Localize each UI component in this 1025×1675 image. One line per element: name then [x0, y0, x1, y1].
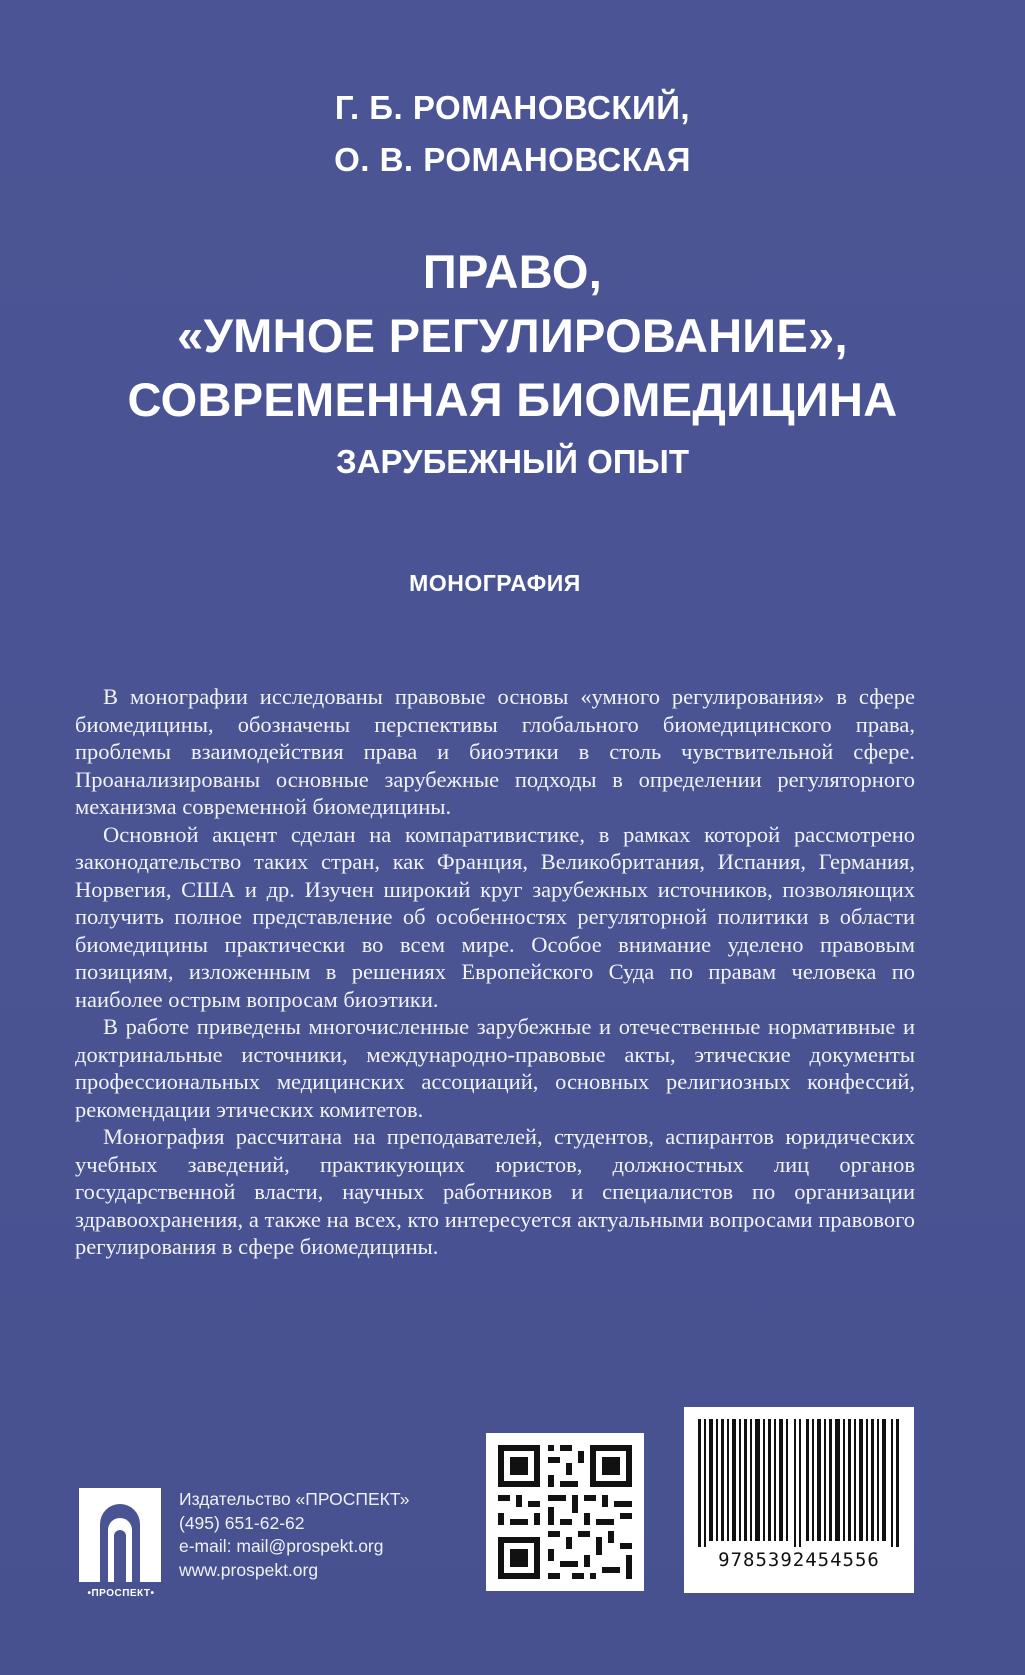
qr-code-icon	[486, 1433, 644, 1591]
annotation-paragraph-1: В монографии исследованы правовые основы «умного регулирования» в сфере биомедицины, обозначены перспективы глобального биомедицинского права, проблемы взаимодействия права и биоэтики в столь чувствительной сфере. Проанализированы основные зарубежные подходы в определении регуляторного механизма современной биомедицины.	[75, 684, 915, 819]
publisher-website: www.prospekt.org	[179, 1559, 319, 1580]
annotation-paragraph-3: В работе приведены многочисленные зарубежные и отечественные нормативные и доктринальные источники, международно-правовые акты, этические документы профессиональных медицинских ассоциаций, основных религиозных конфессий, рекомендации этических комитетов.	[75, 1014, 915, 1122]
author-2: О. В. РОМАНОВСКАЯ	[334, 141, 691, 178]
publisher-name: Издательство «ПРОСПЕКТ»	[179, 1489, 410, 1509]
logo-label: •ПРОСПЕКТ•	[87, 1588, 155, 1599]
author-1: Г. Б. РОМАНОВСКИЙ,	[334, 89, 691, 126]
publisher-email: e-mail: mail@prospekt.org	[179, 1536, 384, 1556]
book-title	[0, 240, 1025, 484]
title-line-1: ПРАВО,	[422, 245, 603, 298]
annotation-paragraph-4: Монография рассчитана на преподавателей, студентов, аспирантов юридических учебных заведений, практикующих юристов, должностных лиц органов государственной власти, научных работников и специалистов по организации здравоохранения, а также на всех, кто интересуется актуальными вопросами правового регулирования в сфере биомедицины.	[75, 1124, 915, 1259]
publisher-block	[75, 1488, 495, 1608]
annotation-text	[75, 683, 915, 1261]
isbn-number: 9785392454556	[718, 1549, 880, 1571]
title-line-2: «УМНОЕ РЕГУЛИРОВАНИЕ»,	[177, 309, 848, 362]
isbn-barcode	[684, 1407, 914, 1593]
genre-label: МОНОГРАФИЯ	[409, 570, 581, 596]
barcode-bars-icon	[696, 1419, 902, 1547]
publisher-phone: (495) 651-62-62	[179, 1512, 305, 1533]
prospekt-logo-icon	[75, 1488, 167, 1604]
annotation-paragraph-2: Основной акцент сделан на компаративистике, в рамках которой рассмотрено законодательство таких стран, как Франция, Великобритания, Испания, Германия, Норвегия, США и др. Изучен широкий круг зарубежных источников, позволяющих получить полное представление об особенностях регуляторной политики в области биомедицины практически во всем мире. Особое внимание уделено правовым позициям, изложенным в решениях Европейского Суда по правам человека по наиболее острым вопросам биоэтики.	[75, 821, 915, 1012]
authors	[0, 82, 1025, 186]
book-subtitle: ЗАРУБЕЖНЫЙ ОПЫТ	[335, 443, 690, 480]
publisher-contacts	[179, 1488, 409, 1582]
title-line-3: СОВРЕМЕННАЯ БИОМЕДИЦИНА	[127, 373, 898, 426]
